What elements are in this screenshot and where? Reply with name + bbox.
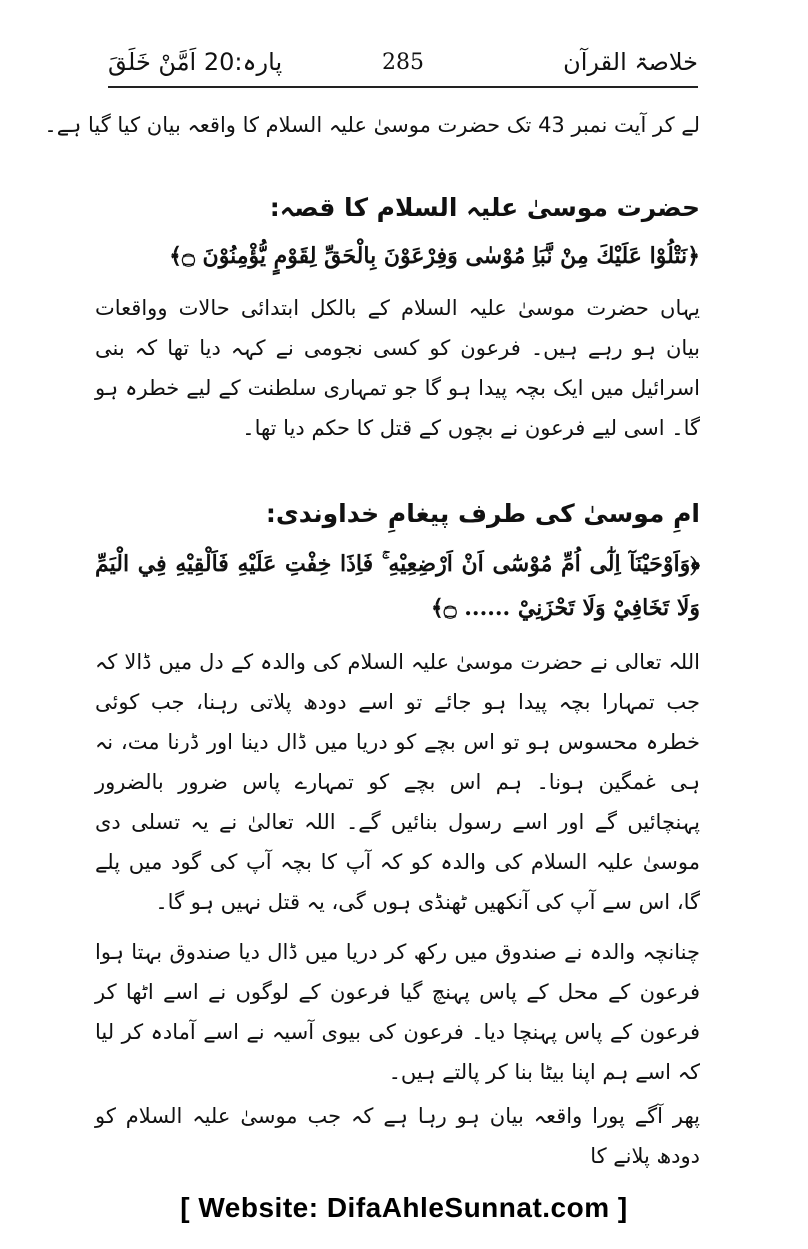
- section1-verse: ﴿نَتْلُوْا عَلَيْكَ مِنْ نَّبَاِ مُوْسٰى وَفِرْعَوْنَ بِالْحَقِّ لِقَوْمٍ يُّؤْمِنُوْنَ ۝﴾: [169, 243, 700, 269]
- section1-heading: حضرت موسیٰ علیہ السلام کا قصہ:: [269, 193, 700, 222]
- para-label: پارہ:20 اَمَّنْ خَلَقَ: [108, 48, 283, 76]
- section1-paragraph: یہاں حضرت موسیٰ علیہ السلام کے بالکل ابتدائی حالات وواقعات بیان ہو رہے ہیں۔ فرعون کو کسی نجومی نے کہہ دیا تھا کہ بنی اسرائیل میں ایک بچہ پیدا ہو گا جو تمہاری سلطنت کے لیے خطرہ ہو گا۔ اسی لیے فرعون نے بچوں کے قتل کا حکم دیا تھا۔: [95, 296, 700, 440]
- intro-line: لے کر آیت نمبر 43 تک حضرت موسیٰ علیہ السلام کا واقعہ بیان کیا گیا ہے۔: [44, 113, 700, 137]
- section2-paragraph-1: اللہ تعالی نے حضرت موسیٰ علیہ السلام کی والدہ کے دل میں ڈالا کہ جب تمہارا بچہ پیدا ہو جائے تو اسے دودھ پلاتی رہنا، جب کوئی خطرہ محسوس ہو تو اس بچے کو دریا میں ڈال دینا اور ڈرنا مت، نہ ہی غمگین ہونا۔ ہم اس بچے کو تمہارے پاس ضرور بالضرور پہنچائیں گے اور اسے رسول بنائیں گے۔ اللہ تعالیٰ نے یہ تسلی دی موسیٰ علیہ السلام کی والدہ کو کہ آپ کا بچہ آپ کی گود میں پلے گا، اس سے آپ کی آنکھیں ٹھنڈی ہوں گی، یہ قتل نہیں ہو گا۔: [95, 650, 700, 914]
- page-content: [44, 100, 700, 1176]
- section2-verse: ﴿وَاَوْحَيْنَآ اِلٰٓى اُمِّ مُوْسٰٓى اَنْ اَرْضِعِيْهِ ۚ فَاِذَا خِفْتِ عَلَيْهِ فَاَلْقِيْهِ فِي الْيَمِّ وَلَا تَخَافِيْ وَلَا تَحْزَنِيْ ...... ۝﴾: [95, 551, 700, 621]
- section2-paragraph-3: پھر آگے پورا واقعہ بیان ہو رہا ہے کہ جب موسیٰ علیہ السلام کو دودھ پلانے کا: [95, 1104, 700, 1168]
- section2-paragraph-2: چنانچہ والدہ نے صندوق میں رکھ کر دریا میں ڈال دیا صندوق بہتا ہوا فرعون کے محل کے پاس پہنچ گیا فرعون کے لوگوں نے اسے اٹھا کر فرعون کے پاس پہنچا دیا۔ فرعون کی بیوی آسیہ نے اسے آمادہ کر لیا کہ اسے ہم اپنا بیٹا بنا کر پالتے ہیں۔: [95, 940, 700, 1084]
- page-header: [108, 42, 698, 88]
- website-footer: [ Website: DifaAhleSunnat.com ]: [180, 1192, 628, 1223]
- book-title: خلاصۃ القرآن: [563, 48, 698, 76]
- page-number: 285: [382, 50, 424, 75]
- section2-heading: امِ موسیٰ کی طرف پیغامِ خداوندی:: [265, 499, 700, 528]
